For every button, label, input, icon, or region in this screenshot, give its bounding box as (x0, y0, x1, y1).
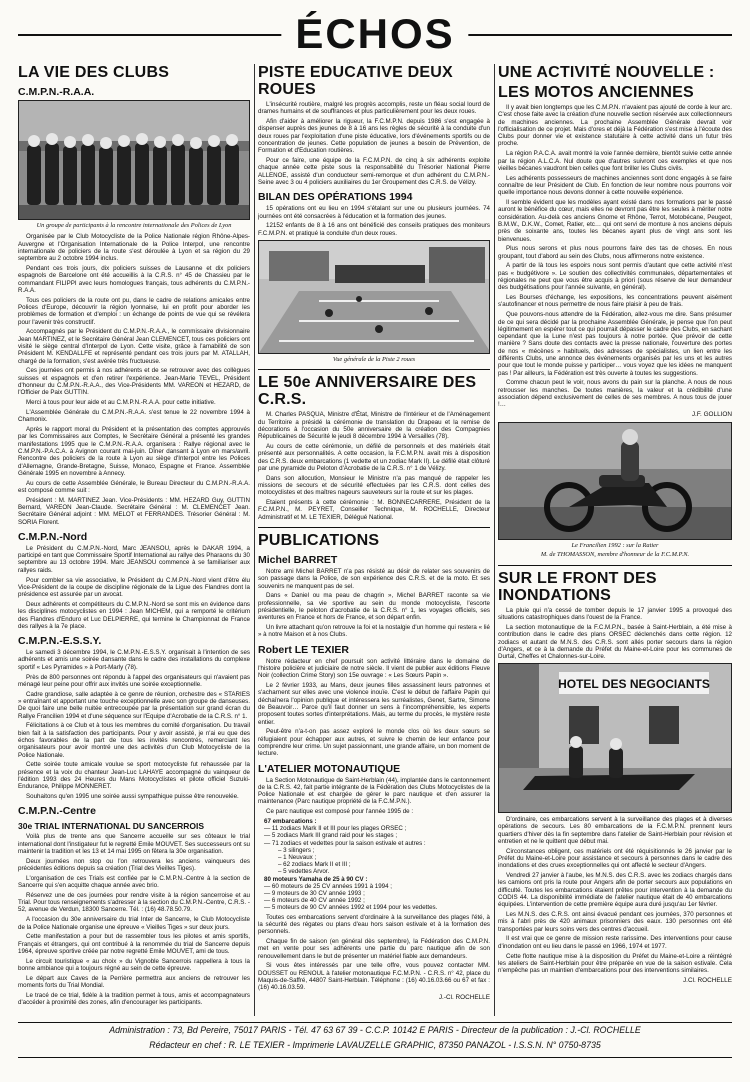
paragraph: Souhaitons qu'en 1995 une soirée aussi sympathique puisse être renouvelée. (26, 793, 239, 800)
paragraph: Il y avait bien longtemps que les C.M.P.N. n'avaient pas ajouté de corde à leur arc. C'est chose faite avec la création d'une nouvelle section réservée aux collectionneurs de machines anciennes. La prochaine Assemblée Générale devrait voir l'officialisation de ce projet. Mais d'ores et déjà la Fédération s'est mise à l'écoute des Clubs pour donner vie et existence statutaire à cette activité dans un futur très proche. (498, 104, 732, 148)
group-photo-illustration (19, 101, 250, 219)
photo-motorcycle (498, 422, 732, 540)
subsection-raa: C.M.P.N.-R.A.A. (18, 86, 95, 98)
section-title-motos-line2: LES MOTOS ANCIENNES (498, 84, 694, 101)
paragraph: Après le rapport moral du Président et la présentation des comptes approuvés par les Commissaires aux Comptes, le Secrétaire Général a présenté les grandes manifestations 1995 que le C.M.P.N.-R.A.A. organisera : Rallye régional avec le C.M.P.N.-P.A.C.A. à Avignon courant mai-juin. Dîner dansant à Lyon en mars/avril. Rencontre des policiers de la route à Lyon au siège d'Interpol entre les Polices d'Allemagne, Grande-Bretagne, Suisse, Monaco, Espagne et France. Assemblée Générale 1995 en novembre à Annecy. (18, 426, 250, 477)
paragraph: Au cours de cette cérémonie, un défilé de personnels et des matériels était présenté aux personnalités. A cette occasion, la F.C.M.P.N. avait mis à disposition des C.R.S. deux embarcations (1 vedette et un zodiac Mark II). Le défilé était clôturé par une pyramide du Peloton d'Acrobatie de la C.R.S. n° 1 de Vélizy. (258, 443, 490, 472)
paragraph: Les M.N.S. des C.R.S. ont ainsi évacué pendant ces journées, 370 personnes et mis à l'abri près de 420 animaux prisonniers des eaux. 130 personnes ont été transportées par leurs soins vers des centres d'accueil. (498, 911, 732, 933)
paragraph: Dans son allocution, Monsieur le Ministre n'a pas manqué de rappeler les missions de secours et de sécurité effectuées par les C.R.S. dont celles des motocyclistes et des maîtres nageurs sauveteurs sur la route et sur les plages. (258, 474, 490, 497)
paragraph: Toutes ces embarcations servent d'ordinaire à la surveillance des plages l'été, à la sécurité des régates ou plans d'eau hors saison estivale et à la formation des personnels. (258, 913, 490, 936)
paragraph: Le samedi 3 décembre 1994, le C.M.P.N.-E.S.S.Y. organisait à l'intention de ses adhérents et amis une soirée dansante dans le cadre des installations du complexe sportif « Les Pyramides » à Port-Marly (78). (18, 649, 250, 671)
paragraph: Le Président du C.M.P.N.-Nord, Marc JEANSOU, après le DAKAR 1994, a participé en tant que Commissaire Sportif International au rallye des Pharaons du 30 septembre au 13 octobre 1994. Marc JEANSOU commence à se familiariser aux rallyes raids. (18, 544, 250, 574)
motorcycle-photo-illustration (499, 423, 732, 539)
list-item: — 5 moteurs de 90 CV années 1992 et 1994 pour les vedettes. (264, 904, 438, 912)
paragraph: La région P.A.C.A. avait montré la voie l'année dernière, bientôt suivie cette année par la région A.L.C.A. Nul doute que d'autres suivront ces exemples et que nos vieilles bécanes vaudront bien celles que font briller les Clubs civils. (498, 150, 732, 172)
paragraph: A partir de là tous les espoirs nous sont permis d'autant que cette activité n'est pas « budgétivore ». Le soutien des collectivités communales, départementales et régionales ne peut que vous être acquis à priori (sous réserve de leur demandeur des budgétisations pour l'année suivante, en général). (498, 262, 732, 292)
list-item: — 9 moteurs de 30 CV année 1993 ; (264, 890, 365, 898)
subsection-bilan: BILAN DES OPÉRATIONS 1994 (258, 191, 413, 204)
author-name: Michel BARRET (258, 554, 338, 567)
section-title-clubs: LA VIE DES CLUBS (18, 64, 170, 81)
footer-line-editor: Rédacteur en chef : R. LE TEXIER - Imprimerie LAVAUZELLE GRAPHIC, 87350 PANAZOL - I.S.S.N. N° 0750-8735 (149, 1040, 601, 1050)
publication-footer (18, 1022, 732, 1058)
paragraph: M. Charles PASQUA, Ministre d'État, Ministre de l'Intérieur et de l'Aménagement du Territoire a présidé la cérémonie de translation du Drapeau et la remise de décorations à l'occasion du 50e anniversaire de la création des Compagnies Républicaines de Sécurité le jeudi 8 décembre 1994 à Versailles (78). (258, 411, 490, 441)
paragraph: Il semble évident que les modèles ayant existé dans nos formations par le passé auront le bénéfice du cœur, mais elles ne devront pas être les seules à mériter notre considération. Au-delà ces anciens Gnome et Rhône, Terrot, Motobécane, Peugeot, B.M.W., D.K.W., Comet, Ratier, etc… qui ont servi de monture à nos anciens depuis près de soixante ans, toutes les bécanes ayant plus de vingt ans sont les bienvenues. (498, 199, 732, 243)
paragraph: Il est vrai que ce genre de mission reste rarissime. Des interventions pour cause d'inondation ont eu lieu dans le passé en 1966, 1974 et 1977. (498, 935, 732, 950)
hotel-sign: HOTEL DES NEGOCIANTS (558, 676, 710, 691)
list-heading: 67 embarcations : (264, 818, 317, 826)
event-title: 30e TRIAL INTERNATIONAL DU SANCERROIS (18, 821, 205, 832)
section-title-publications: PUBLICATIONS (258, 532, 380, 550)
subsection-atelier: L'ATELIER MOTONAUTIQUE (258, 762, 401, 775)
photo-caption: M. de THOMASSON, membre d'honneur de la F.C.M.P.N. (540, 551, 690, 559)
signature: J.Cl. ROCHELLE (682, 976, 732, 984)
paragraph: Voilà plus de trente ans que Sancerre accueille sur ses côteaux le trial international dont l'instigateur fut le regretté Emile MOUVET. Ses successeurs ont su maintenir la tradition et les 13 et 14 mai 1995 on fêtera la 30e organisation. (18, 833, 250, 855)
section-title-inondations: SUR LE FRONT DES INONDATIONS (498, 569, 657, 604)
list-item: — 5 zodiacs Mark III grand raid pour les stages ; (264, 832, 398, 840)
paragraph: Au cours de cette Assemblée Générale, le Bureau Directeur du C.M.P.N.-R.A.A. est composé comme suit : (18, 479, 250, 494)
paragraph: La section motonautique de la F.C.M.P.N., basée à Saint-Herblain, a été mise à contribution dans le cadre des plans ORSEC déclenchés dans cette région. 12 zodiacs et autant de M.N.S. des C.R.S. sont allés porter secours dans la région d'Angers, et ce à la demande du Préfet du Maine-et-Loire pour les communes de Durtal, Cheffes et Chalonnes-sur-Loire. (498, 623, 732, 661)
paragraph: Cadre grandiose, salle adaptée à ce genre de réunion, orchestre des « STARIES » entraînant et apportant une touche exceptionnelle avec son groupe de danseuses. De quoi faire une belle nuitée entrecoupée par la présentation sur grand écran du Rallye Francilien 1994 et d'une séquence sur l'Equipe d'Acrobatie de la C.R.S. n° 1. (18, 690, 250, 720)
paragraph: Cette soirée toute amicale voulue se sport motocycliste fut rehaussée par la présence et la voix du chanteur Jean-Luc LAHAYE accompagné du vainqueur de l'édition 1993 des 24 Heures du Mans Motocyclistes et pilote officiel Suzuki-Endurance, Philippe MONNERET. (18, 761, 250, 791)
paragraph: Le circuit touristique « au choix » du Vignoble Sancerrois rappellera à tous la bonne ambiance qui a toujours régné au sein de cette épreuve. (18, 957, 250, 973)
column-motos (498, 64, 732, 1016)
paragraph: L'insécurité routière, malgré les progrès accomplis, reste un fléau social lourd de drames humains et de souffrances et plus particulièrement pour les deux roues. (258, 101, 490, 116)
list-item: — 71 zodiacs et vedettes pour la saison estivale et autres : (264, 839, 426, 847)
paragraph: Que pouvons-nous attendre de la Fédération, allez-vous me dire. Sans présumer de ce qui sera décidé par la prochaine Assemblée Générale, je pense que l'on peut légitimement en espérer tout ce qui pourrait dépasser le cadre des Clubs, en sachant cependant que la Lune n'est pas toujours à notre portée. Que prévoir de cette manière ? Sans doute des contacts avec la presse nationale, l'ouverture des portes de nos « mécènes » habituels, des adresses de spécialistes, un lien entre les différents Clubs, une annonce des événements organisés par les uns et les autres pour que tout le monde puisse y participer… vous voyez que les idées ne manquent pas ! Par ailleurs, la Fédération est très ouverte à toutes les suggestions. (498, 311, 732, 377)
photo-participants (18, 100, 250, 220)
paragraph: L'Assemblée Générale du C.M.P.N.-R.A.A. s'est tenue le 22 novembre 1994 à Chamonix. (18, 408, 250, 424)
paragraph: Ces journées ont permis à nos adhérents et de se retrouver avec des collègues suisses et espagnols et d'en retirer l'expérience. Jean-Marie TEVEL, Président d'honneur du C.M.P.N.-R.A.A., des Vice-Présidents MM. VAREON et HEZARD, de l'Officier de Paix GUTTIN. (18, 367, 250, 397)
signature: J.F. GOLLION (691, 411, 732, 419)
list-heading: 80 moteurs Yamaha de 25 à 90 CV : (264, 875, 368, 883)
photo-flood (498, 663, 732, 813)
paragraph: La Section Motonautique de Saint-Herblain (44), implantée dans le cantonnement de la C.R.S. 42, fait partie intégrante de la Fédération des Clubs Motocyclistes de la Police Nationale et est chargée de gérer le parc nautique et d'en assurer la maintenance (Parc nautique propriété de la F.C.M.P.N.). (258, 776, 490, 806)
paragraph: Réservez une de ces journées pour rendre visite à la région sancerroise et au Trial. Pour tous renseignements s'adresser à la section du C.M.P.N.-Centre, C.R.S. - 52, avenue de Verdun, 18300 Sancerre. Tél. : (16) 48.78.50.79. (18, 891, 250, 914)
paragraph: Deux adhérents et compétiteurs du C.M.P.N.-Nord se sont mis en évidence dans les disciplines motocyclistes en 1994 : Jean MICHEM, qui a remporté le critérium des Flandres d'Enduro et Luc DELPIERRE, qui termine le Championnat de France des rallyes à la 7e place. (18, 600, 250, 630)
paragraph: Chaque fin de saison (en général dès septembre), la Fédération des C.M.P.N. met en vente pour ses adhérents une partie du parc nautique afin de son renouvellement dans le but de présenter un matériel fiable aux demandeurs. (258, 938, 490, 960)
paragraph: Près de 800 personnes ont répondu à l'appel des organisateurs qui n'avaient pas ménagé leur peine pour offrir aux invités une soirée exceptionnelle. (18, 673, 250, 688)
list-item: – 1 Neuvaux ; (278, 854, 317, 862)
paragraph: La pluie qui n'a cessé de tomber depuis le 17 janvier 1995 a provoqué des situations catastrophiques dans l'ouest de la France. (498, 606, 732, 622)
section-title-piste: PISTE EDUCATIVE DEUX ROUES (258, 64, 453, 98)
photo-caption: Un groupe de participants à la rencontre internationale des Polices de Lyon (36, 222, 232, 229)
list-item: – 3 silingers ; (278, 846, 315, 854)
photo-caption: Le Francilien 1992 : sur la Ratier (571, 542, 659, 550)
signature: J.-Cl. ROCHELLE (438, 994, 490, 1002)
paragraph: Le départ aux Caves de la Perrière permettra aux anciens de retrouver les moments forts du Trial Mondial. (18, 974, 250, 990)
paragraph: Organisée par le Club Motocycliste de la Police Nationale région Rhône-Alpes-Auvergne et l'Organisation Internationale de la Police Interpol, une rencontre internationale de policiers de la route s'est déroulée à Lyon et sa région du 29 septembre au 2 octobre 1994 inclus. (18, 233, 250, 263)
flood-photo-illustration (499, 664, 732, 812)
paragraph: 12152 enfants de 8 à 16 ans ont bénéficié des conseils pratiques des moniteurs F.C.M.P.N. et pratiqué la conduite d'un deux roues. (258, 222, 490, 237)
paragraph: 15 opérations ont eu lieu en 1994 s'étalant sur une ou plusieurs journées. 74 journées ont été consacrées à l'éducation et la formation des jeunes. (258, 205, 490, 220)
paragraph: D'ordinaire, ces embarcations servent à la surveillance des plages et à diverses opérations de secours. Les 80 embarcations de la F.C.M.P.N. prennent leurs quartiers d'hiver dès la fin septembre dans l'atelier de Saint-Herblain pour révision et entretien et ne le quittent que début mai. (498, 815, 732, 845)
paragraph: A l'occasion du 30e anniversaire du trial Inter de Sancerre, le Club Motocycliste de la Police Nationale organise une épreuve « Vieilles Tiges » sur deux jours. (18, 916, 250, 931)
paragraph: Ce parc nautique est composé pour l'année 1995 de : (266, 808, 414, 816)
paragraph: Félicitations à ce Club et à tous les membres du comité d'organisation. Du travail bien fait à la satisfaction des participants. Pour y avoir assisté, je n'ai eu que des échos favorables de la part de tous les invités rencontrés, remerciant les organisateurs pour avoir montré une des activités d'un Club Motocycliste de la Police Nationale. (18, 722, 250, 759)
list-item: — 6 moteurs de 40 CV année 1992 ; (264, 897, 365, 905)
paragraph: Président : M. MARTINEZ Jean. Vice-Présidents : MM. HEZARD Guy, GUTTIN Bernard, VAREON Jean-Claude. Secrétaire Général : M. CLEMENCET Jean. Secrétaire Général adjoint : MM. MELOT et FERRANDES. Trésorier Général : M. SORIA Florent. (18, 496, 250, 526)
subsection-nord: C.M.P.N.-Nord (18, 530, 88, 543)
paragraph: Vendredi 27 janvier à l'aube, les M.N.S. des C.R.S. avec les zodiacs chargés dans les camions ont pris la route pour Angers afin de porter secours aux populations en difficulté. Toutes les embarcations étaient prêtes pour intervention à la demande du CODIS 44. La disponibilité immédiate de l'atelier nautique était de 40 embarcations équipées. L'intervention de cette première équipe aura duré jusqu'au 1er février. (498, 872, 732, 909)
masthead (18, 10, 732, 58)
list-item: — 11 zodiacs Mark II et III pour les plages ORSEC ; (264, 825, 407, 833)
paragraph: Notre rédacteur en chef poursuit son activité littéraire dans le domaine de l'histoire policière et judiciaire de notre siècle. Il vient de publier aux éditions Fleuve Noir (collection Crime Story) son 15e ouvrage : « Les Sœurs Papin ». (258, 657, 490, 680)
paragraph: Dans « Daniel ou ma peau de chagrin », Michel BARRET raconte sa vie professionnelle, sa vie sportive au sein du monde motocycliste, l'escorte présidentielle, le peloton d'acrobatie de la C.R.S. n° 1, les voyages officiels, ses aventures en France et hors de France, et son départ enfin. (258, 592, 490, 622)
list-item: – 5 vedettes Arvor. (278, 868, 330, 876)
paragraph: Les Bourses d'échange, les expositions, les concentrations peuvent aisément s'autofinancer et nous permettre de nous faire plaisir à peu de frais. (498, 294, 732, 309)
paragraph: Accompagnés par le Président du C.M.P.N.-R.A.A., le commissaire divisionnaire Jean MARTINEZ, et le Secrétaire Général Jean CLEMENCET, tous ces policiers ont visité le siège central d'Interpol de Lyon. Cette visite, grâce à l'amabilité de son Président M. KENDALLFE et représenté pendant ces trois jours par M. ATALLAH, chargé de la formation, s'est avérée très fructueuse. (18, 328, 250, 365)
paragraph: Un livre attachant qu'on retrouve la foi et la nostalgie d'un homme qui restera « lié » à notre Maison et à nos Clubs. (258, 624, 490, 639)
section-divider (258, 527, 490, 528)
paragraph: Comme chacun peut le voir, nous avons du pain sur la planche. A nous de nous retrousser les manches. De toutes manières, la valeur et la crédibilité d'une association dépend exclusivement de celles de ses membres. A nous tous de jouer !… (498, 379, 732, 409)
paragraph: L'organisation de ces Trials est confiée par le C.M.P.N.-Centre à la section de Sancerre qui s'en acquitte chaque année avec brio. (18, 874, 250, 890)
list-item: – 62 zodiacs Mark II et III ; (278, 861, 351, 869)
column-divider (254, 64, 255, 1016)
paragraph: Si vous êtes intéressés par une telle offre, vous pouvez contacter MM. DOUSSET ou RENOUL à l'atelier motonautique F.C.M.P.N. - C.R.S. n° 42, place du Maquis-de-Saffré, 44807 Saint-Herblain. Téléphone : (16) 40.16.03.66 ou 67 et fax : (16) 40.16.03.59. (258, 962, 490, 992)
piste-photo-illustration (259, 241, 490, 353)
paragraph: Tous ces policiers de la route ont pu, dans le cadre de relations amicales entre Polices d'Europe, découvrir la région lyonnaise, lui en profit pour aborder les problèmes de formation et d'emploi : un échange de points de vue qui se révélera pour l'avenir très constructif. (18, 296, 250, 326)
footer-line-administration: Administration : 73, Bd Pereire, 75017 PARIS - Tél. 47 63 67 39 - C.C.P. 10142 E PARIS - Directeur de la publication : J.-Cl. ROCHELLE (109, 1025, 641, 1035)
paragraph: Merci à tous pour leur aide et au C.M.P.N.-R.A.A. pour cette initiative. (26, 399, 216, 407)
photo-caption: Vue générale de la Piste 2 roues (332, 355, 416, 363)
fleet-list (258, 818, 490, 912)
paragraph: Pendant ces trois jours, dix policiers suisses de Lausanne et dix policiers espagnols de Barcelone ont été accueillis à la C.R.S. n° 45 de Chassieu par le commandant FILIPPI avec leurs homologues français, tous adhérents du C.M.P.N.-R.A.A. (18, 265, 250, 294)
column-piste (258, 64, 490, 1016)
paragraph: Deux journées non stop ou l'on retrouvera les anciens vainqueurs des précédentes éditions depuis sa création (Trial des Vieilles Tiges). (18, 857, 250, 872)
paragraph: Les adhérents possesseurs de machines anciennes sont donc engagés à se faire connaître de leur Président de Club. En fonction de leur nombre nous pourrons voir quelle importance nous devons donner à cette nouvelle expérience. (498, 174, 732, 197)
paragraph: Etaient présents à cette cérémonie : M. BONNECARRERE, Président de la F.C.M.P.N., M. PEYRET, Conseiller Technique, M. ROCHELLE, Directeur Administratif et M. LE TEXIER, Délégué National. (258, 499, 490, 521)
page-title: ÉCHOS (281, 10, 468, 58)
section-divider (498, 565, 732, 566)
paragraph: Plus nous serons et plus nous pourrons faire des tas de choses. En nous groupant, tout d'abord au sein des Clubs, nous affirmerons notre existence. (498, 245, 732, 260)
subsection-essy: C.M.P.N.-E.S.S.Y. (18, 635, 102, 648)
section-title-motos-line1: UNE ACTIVITÉ NOUVELLE : (498, 64, 715, 81)
list-item: — 60 moteurs de 25 CV années 1991 à 1994 ; (264, 882, 392, 890)
paragraph: Pour combler sa vie associative, le Président du C.M.P.N.-Nord vient d'être élu Vice-Président de la coupe de discipline régionale de la Ligue des Flandres dont la présidence est assurée par un avocat. (18, 576, 250, 599)
section-divider (258, 369, 490, 370)
paragraph: Le 2 février 1933, au Mans, deux jeunes filles assassinent leurs patronnes et s'acharnent sur elles avec une violence inouïe. C'est le début de l'affaire Papin qui déchaînera l'opinion publique et intéressera les surréalistes, Genet, Sartre, Simone de Beauvoir… Parce qu'il faut donner un sens à l'incompréhensible, les experts proposent toutes sortes d'interprétations. Mais, au terme du procès, le mystère reste entier. (258, 682, 490, 726)
author-name: Robert LE TEXIER (258, 643, 350, 656)
photo-piste (258, 240, 490, 354)
paragraph: Cette manifestation a pour but de rassembler tous les pilotes et amis sportifs, Français et étrangers, qui ont contribué à la renommée du trial de Sancerre depuis 1964, épreuve sportive créée par notre regretté Emile MOUVET, ami de tous. (18, 933, 250, 955)
column-divider (494, 64, 495, 1016)
paragraph: Cette flotte nautique mise à la disposition du Préfet du Maine-et-Loire a réintégré les ateliers de Saint-Herblain pour être préparée en vue de la saison estivale. Cela n'empêche pas un maintien d'embarcations pour des interventions similaires. (498, 952, 732, 975)
paragraph: Afin d'aider à améliorer la rigueur, la F.C.M.P.N. depuis 1986 s'est engagée à dispenser auprès des jeunes de 8 à 16 ans les règles de sécurité à la conduite d'un deux roues par l'exploitation d'une piste éducative, lors d'événements sportifs ou de concentration de jeunes. Cette population de jeunes a besoin de Prévention, de Formation et d'Education routières. (258, 118, 490, 155)
paragraph: Circonstances obligent, ces matériels ont été réquisitionnés le 26 janvier par le Préfet du Maine-et-Loire pour assistance et secours à personnes dans le cadre des inondations et des crues exceptionnelles qui ont affecté le secteur d'Angers. (498, 847, 732, 870)
paragraph: Notre ami Michel BARRET n'a pas résisté au désir de relater ses souvenirs de son passage dans la Police, de son expérience des C.R.S. et de la moto. Et ses souvenirs ne manquent pas de sel. (258, 568, 490, 590)
section-title-crs: LE 50e ANNIVERSAIRE DES C.R.S. (258, 374, 477, 409)
paragraph: Le tracé de ce trial, fidèle à la tradition permet à tous, amis et accompagnateurs d'accéder à proximité des zones, afin d'encourager les participants. (18, 991, 250, 1007)
subsection-centre: C.M.P.N.-Centre (18, 805, 96, 818)
paragraph: Pour ce faire, une équipe de la F.C.M.P.N. de cinq à six adhérents exploite chaque année cette piste sous la responsabilité du Trésorier National Pierre ALLENOE, assisté d'un conducteur semi-remorque et d'un adhérent du C.M.P.N.-Seine avec 3 ou 4 policiers auxiliaires du 1er Groupement des C.R.S. de Vélizy. (258, 157, 490, 186)
column-clubs (18, 64, 250, 1016)
paragraph: Peut-être n'a-t-on pas assez exploré le monde clos où les deux sœurs se réfugiaient pour échapper aux autres, et suivre le chemin de leur enfance pour comprendre leur crime. Un sujet passionnant, une grande affaire, un bon moment de lecture. (258, 728, 490, 758)
